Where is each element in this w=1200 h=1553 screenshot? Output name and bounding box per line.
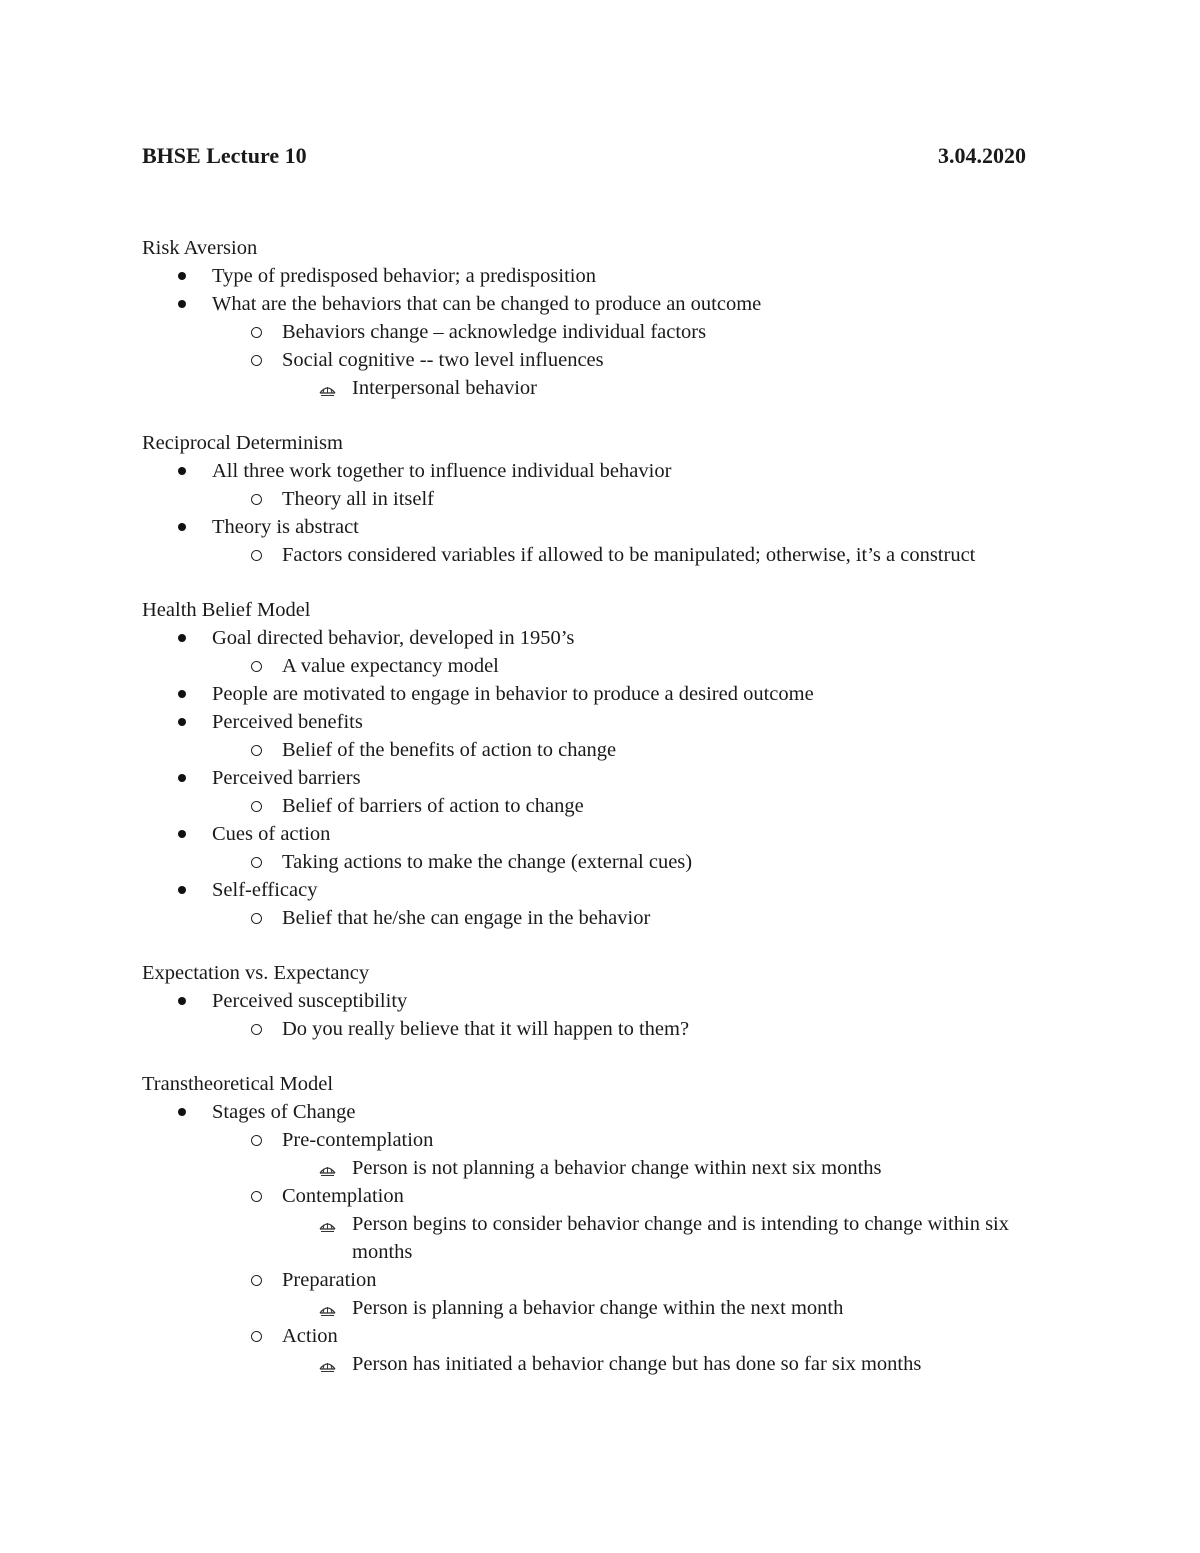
list-item: [142, 1126, 1026, 1182]
list-item-text: People are motivated to engage in behavior to produce a desired outcome: [212, 683, 814, 705]
list-item-text: Belief of barriers of action to change: [282, 795, 584, 817]
list-item-row: [142, 764, 1026, 792]
bullet-circle-icon: [246, 1322, 266, 1350]
list-item-row: [142, 820, 1026, 848]
bullet-list-level-3: [142, 374, 1026, 402]
list-item: [142, 1154, 1026, 1182]
list-item-text: Factors considered variables if allowed to be manipulated; otherwise, it’s a construct: [282, 544, 976, 566]
list-item-row: [142, 513, 1026, 541]
bullet-circle-icon: [246, 541, 266, 569]
list-item-text: Belief that he/she can engage in the behavior: [282, 907, 651, 929]
list-item: [142, 346, 1026, 402]
bullet-dot-icon: [172, 262, 192, 290]
list-item-row: [142, 1126, 1026, 1154]
bullet-wingding-icon: [317, 1154, 337, 1182]
list-item: [142, 374, 1026, 402]
list-item-text: Stages of Change: [212, 1101, 356, 1123]
list-item: [142, 1322, 1026, 1378]
bullet-list-level-2: [142, 1126, 1026, 1378]
list-item-row: [142, 457, 1026, 485]
bullet-list-level-2: [142, 1015, 1026, 1043]
list-item: [142, 1350, 1026, 1378]
list-item: [142, 318, 1026, 346]
list-item-row: [142, 374, 1026, 402]
bullet-wingding-icon: [317, 1210, 337, 1238]
list-item-text: Goal directed behavior, developed in 1950’s: [212, 627, 575, 649]
list-item: [142, 736, 1026, 764]
bullet-circle-icon: [246, 485, 266, 513]
list-item-text: Behaviors change – acknowledge individual factors: [282, 321, 707, 343]
list-item: [142, 708, 1026, 764]
list-item-text: Contemplation: [282, 1185, 404, 1207]
list-item-row: [142, 876, 1026, 904]
list-item-text: Do you really believe that it will happen to them?: [282, 1018, 690, 1040]
list-item: [142, 1210, 1026, 1266]
list-item-row: [142, 541, 1026, 569]
list-item: [142, 485, 1026, 513]
list-item: [142, 624, 1026, 680]
list-item: [142, 290, 1026, 402]
list-item-row: [142, 1182, 1026, 1210]
list-item-text: Perceived susceptibility: [212, 990, 408, 1012]
list-item-row: [142, 708, 1026, 736]
list-item-text: Person begins to consider behavior change and is intending to change within six months: [352, 1213, 1010, 1263]
list-item: [142, 1015, 1026, 1043]
bullet-dot-icon: [172, 513, 192, 541]
list-item-row: [142, 987, 1026, 1015]
list-item-text: Interpersonal behavior: [352, 377, 537, 399]
list-item: [142, 262, 1026, 290]
bullet-circle-icon: [246, 652, 266, 680]
list-item-row: [142, 318, 1026, 346]
list-item-text: Pre-contemplation: [282, 1129, 434, 1151]
list-item-row: [142, 652, 1026, 680]
list-item-row: [142, 262, 1026, 290]
bullet-dot-icon: [172, 680, 192, 708]
bullet-list-level-2: [142, 848, 1026, 876]
notes-section: [142, 1070, 1026, 1378]
bullet-list-level-2: [142, 792, 1026, 820]
list-item-text: Cues of action: [212, 823, 331, 845]
bullet-circle-icon: [246, 1126, 266, 1154]
bullet-list-level-1: [142, 987, 1026, 1043]
bullet-circle-icon: [246, 904, 266, 932]
list-item-text: All three work together to influence individual behavior: [212, 460, 672, 482]
list-item-row: [142, 736, 1026, 764]
bullet-circle-icon: [246, 1266, 266, 1294]
list-item-row: [142, 904, 1026, 932]
bullet-dot-icon: [172, 876, 192, 904]
list-item: [142, 848, 1026, 876]
section-heading: Health Belief Model: [142, 599, 311, 621]
list-item-text: Perceived benefits: [212, 711, 363, 733]
list-item-row: [142, 1350, 1026, 1378]
list-item-text: Preparation: [282, 1269, 377, 1291]
notes-section: [142, 234, 1026, 402]
bullet-list-level-2: [142, 485, 1026, 513]
bullet-list-level-2: [142, 318, 1026, 402]
list-item-row: [142, 1098, 1026, 1126]
bullet-list-level-3: [142, 1294, 1026, 1322]
list-item: [142, 876, 1026, 932]
list-item-text: Action: [282, 1325, 338, 1347]
list-item-row: [142, 1294, 1026, 1322]
section-heading: Transtheoretical Model: [142, 1073, 334, 1095]
bullet-list-level-2: [142, 541, 1026, 569]
list-item-text: Theory is abstract: [212, 516, 359, 538]
list-item-text: Belief of the benefits of action to change: [282, 739, 617, 761]
list-item-row: [142, 485, 1026, 513]
bullet-circle-icon: [246, 346, 266, 374]
bullet-dot-icon: [172, 820, 192, 848]
bullet-list-level-3: [142, 1350, 1026, 1378]
list-item: [142, 1182, 1026, 1266]
bullet-circle-icon: [246, 792, 266, 820]
list-item-row: [142, 624, 1026, 652]
section-heading: Reciprocal Determinism: [142, 432, 343, 454]
list-item-text: Taking actions to make the change (external cues): [282, 851, 693, 873]
bullet-list-level-2: [142, 904, 1026, 932]
bullet-list-level-2: [142, 736, 1026, 764]
list-item: [142, 541, 1026, 569]
list-item-row: [142, 1322, 1026, 1350]
list-item: [142, 1098, 1026, 1378]
list-item: [142, 764, 1026, 820]
list-item: [142, 904, 1026, 932]
section-heading: Risk Aversion: [142, 237, 258, 259]
list-item-row: [142, 1210, 1026, 1266]
lecture-notes: [142, 234, 1026, 1378]
bullet-dot-icon: [172, 708, 192, 736]
list-item-text: What are the behaviors that can be changed to produce an outcome: [212, 293, 762, 315]
lecture-date: 3.04.2020: [938, 143, 1026, 168]
list-item-row: [142, 848, 1026, 876]
bullet-wingding-icon: [317, 1350, 337, 1378]
list-item-text: Person has initiated a behavior change but has done so far six months: [352, 1353, 922, 1375]
bullet-dot-icon: [172, 764, 192, 792]
list-item: [142, 792, 1026, 820]
list-item: [142, 457, 1026, 513]
list-item-row: [142, 680, 1026, 708]
bullet-circle-icon: [246, 848, 266, 876]
notes-section: [142, 596, 1026, 932]
bullet-wingding-icon: [317, 1294, 337, 1322]
list-item-text: Person is planning a behavior change within the next month: [352, 1297, 844, 1319]
bullet-list-level-1: [142, 457, 1026, 569]
list-item: [142, 820, 1026, 876]
bullet-dot-icon: [172, 457, 192, 485]
list-item-text: Social cognitive -- two level influences: [282, 349, 604, 371]
list-item: [142, 987, 1026, 1043]
list-item-row: [142, 1015, 1026, 1043]
bullet-list-level-3: [142, 1154, 1026, 1182]
bullet-list-level-1: [142, 262, 1026, 402]
list-item: [142, 1294, 1026, 1322]
list-item-row: [142, 792, 1026, 820]
bullet-list-level-1: [142, 624, 1026, 932]
list-item: [142, 1266, 1026, 1322]
list-item-row: [142, 290, 1026, 318]
bullet-circle-icon: [246, 1182, 266, 1210]
bullet-dot-icon: [172, 624, 192, 652]
bullet-list-level-3: [142, 1210, 1026, 1266]
list-item: [142, 680, 1026, 708]
list-item-row: [142, 1154, 1026, 1182]
list-item-text: Perceived barriers: [212, 767, 361, 789]
list-item: [142, 652, 1026, 680]
section-heading: Expectation vs. Expectancy: [142, 962, 370, 984]
list-item-row: [142, 1266, 1026, 1294]
document-header: [142, 143, 1026, 177]
bullet-circle-icon: [246, 1015, 266, 1043]
notes-section: [142, 429, 1026, 569]
list-item-row: [142, 346, 1026, 374]
list-item-text: Self-efficacy: [212, 879, 318, 901]
bullet-list-level-2: [142, 652, 1026, 680]
bullet-list-level-1: [142, 1098, 1026, 1378]
bullet-dot-icon: [172, 290, 192, 318]
bullet-wingding-icon: [317, 374, 337, 402]
list-item-text: Person is not planning a behavior change within next six months: [352, 1157, 882, 1179]
bullet-circle-icon: [246, 318, 266, 346]
lecture-title: BHSE Lecture 10: [142, 143, 307, 168]
bullet-circle-icon: [246, 736, 266, 764]
list-item-text: Type of predisposed behavior; a predisposition: [212, 265, 596, 287]
bullet-dot-icon: [172, 987, 192, 1015]
bullet-dot-icon: [172, 1098, 192, 1126]
notes-section: [142, 959, 1026, 1043]
list-item-text: A value expectancy model: [282, 655, 499, 677]
list-item: [142, 513, 1026, 569]
list-item-text: Theory all in itself: [282, 488, 434, 510]
